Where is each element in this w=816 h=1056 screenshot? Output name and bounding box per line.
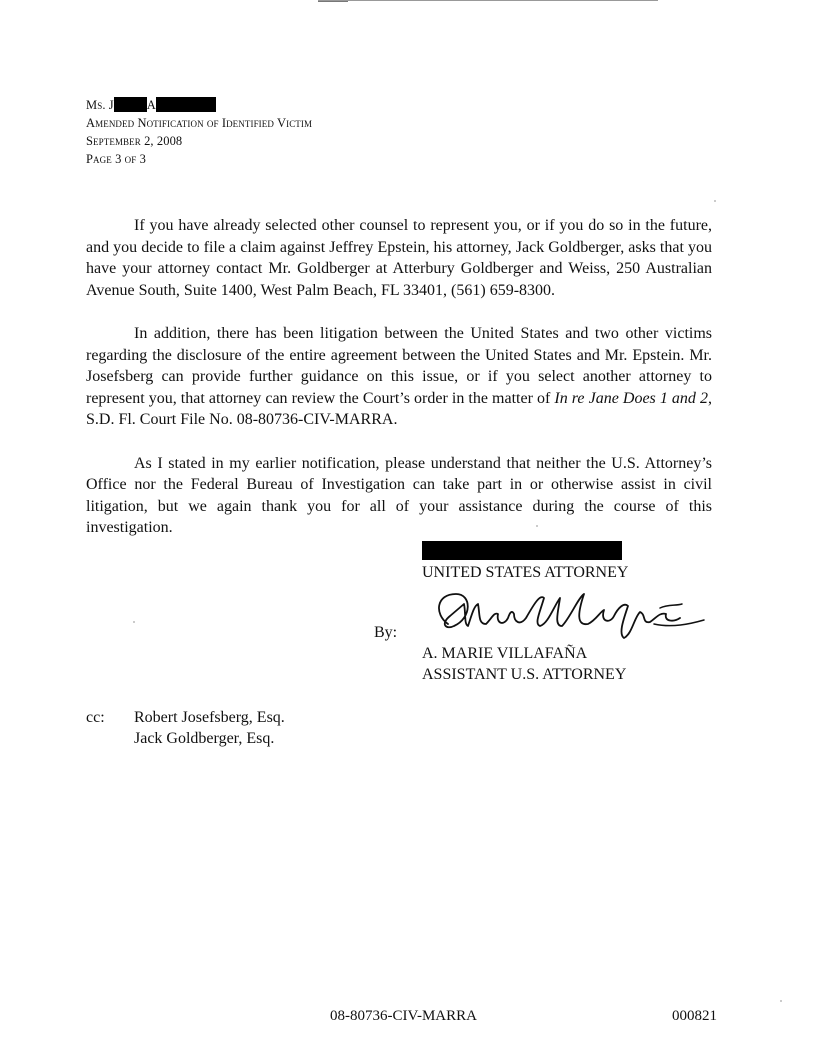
letter-body <box>86 215 712 561</box>
signer-block <box>422 643 626 685</box>
document-title: Amended Notification of Identified Victim <box>86 116 313 130</box>
office-title: UNITED STATES ATTORNEY <box>422 564 629 581</box>
footer-bates-number: 000821 <box>672 1008 717 1024</box>
cc-label: cc: <box>86 709 105 726</box>
scan-speck <box>714 200 716 202</box>
signer-title: ASSISTANT U.S. ATTORNEY <box>422 666 627 683</box>
paragraph-litigation <box>86 323 712 431</box>
recipient-line <box>86 96 312 114</box>
letter-date: September 2, 2008 <box>86 134 183 148</box>
handwritten-signature <box>428 584 710 640</box>
redaction-box-signatory <box>422 541 622 560</box>
cc-list <box>134 707 285 749</box>
scan-speck <box>780 1000 782 1002</box>
scan-speck <box>536 525 538 527</box>
paragraph-litigation-end: , S.D. Fl. Court File No. 08-80736-CIV-MARRA. <box>86 389 712 428</box>
signer-name: A. MARIE VILLAFAÑA <box>422 645 588 662</box>
page-label: Page 3 of 3 <box>86 152 146 166</box>
redaction-box <box>156 97 216 112</box>
case-name: In re Jane Does 1 and 2 <box>554 389 708 407</box>
recipient-prefix: Ms. J <box>86 98 114 112</box>
by-label: By: <box>374 624 398 641</box>
recipient-mid: A <box>146 98 156 112</box>
paragraph-counsel: If you have already selected other counsel to represent you, or if you do so in the future, and you decide to file a claim against Jeffrey Epstein, his attorney, Jack Goldberger, asks that you have your attorney contact Mr. Goldberger at Atterbury Goldberger and Weiss, 250 Australian Avenue South, Suite 1400, West Palm Beach, FL 33401, (561) 659-8300. <box>86 217 712 299</box>
cc-recipient: Robert Josefsberg, Esq. <box>134 709 285 726</box>
letter-header <box>86 96 312 168</box>
paragraph-litigation-text: In addition, there has been litigation between the United States and two other victims regarding the disclosure of the entire agreement between the United States and Mr. Epstein. Mr. Josefsberg can provide further guidance on this issue, or if you select another attorney to represent you, that attorney can review the Court’s order in the matter of <box>86 325 712 407</box>
redaction-box <box>114 97 147 112</box>
scan-speck <box>133 621 135 623</box>
top-scan-rule-fragment <box>318 1 348 2</box>
top-scan-rule <box>318 0 658 1</box>
cc-recipient: Jack Goldberger, Esq. <box>134 730 275 747</box>
paragraph-closing: As I stated in my earlier notification, please understand that neither the U.S. Attorney’s Office nor the Federal Bureau of Investigation can take part in or otherwise assist in civil litigation, but we again thank you for all of your assistance during the course of this investigation. <box>86 454 712 536</box>
footer-case-number: 08-80736-CIV-MARRA <box>330 1008 477 1024</box>
